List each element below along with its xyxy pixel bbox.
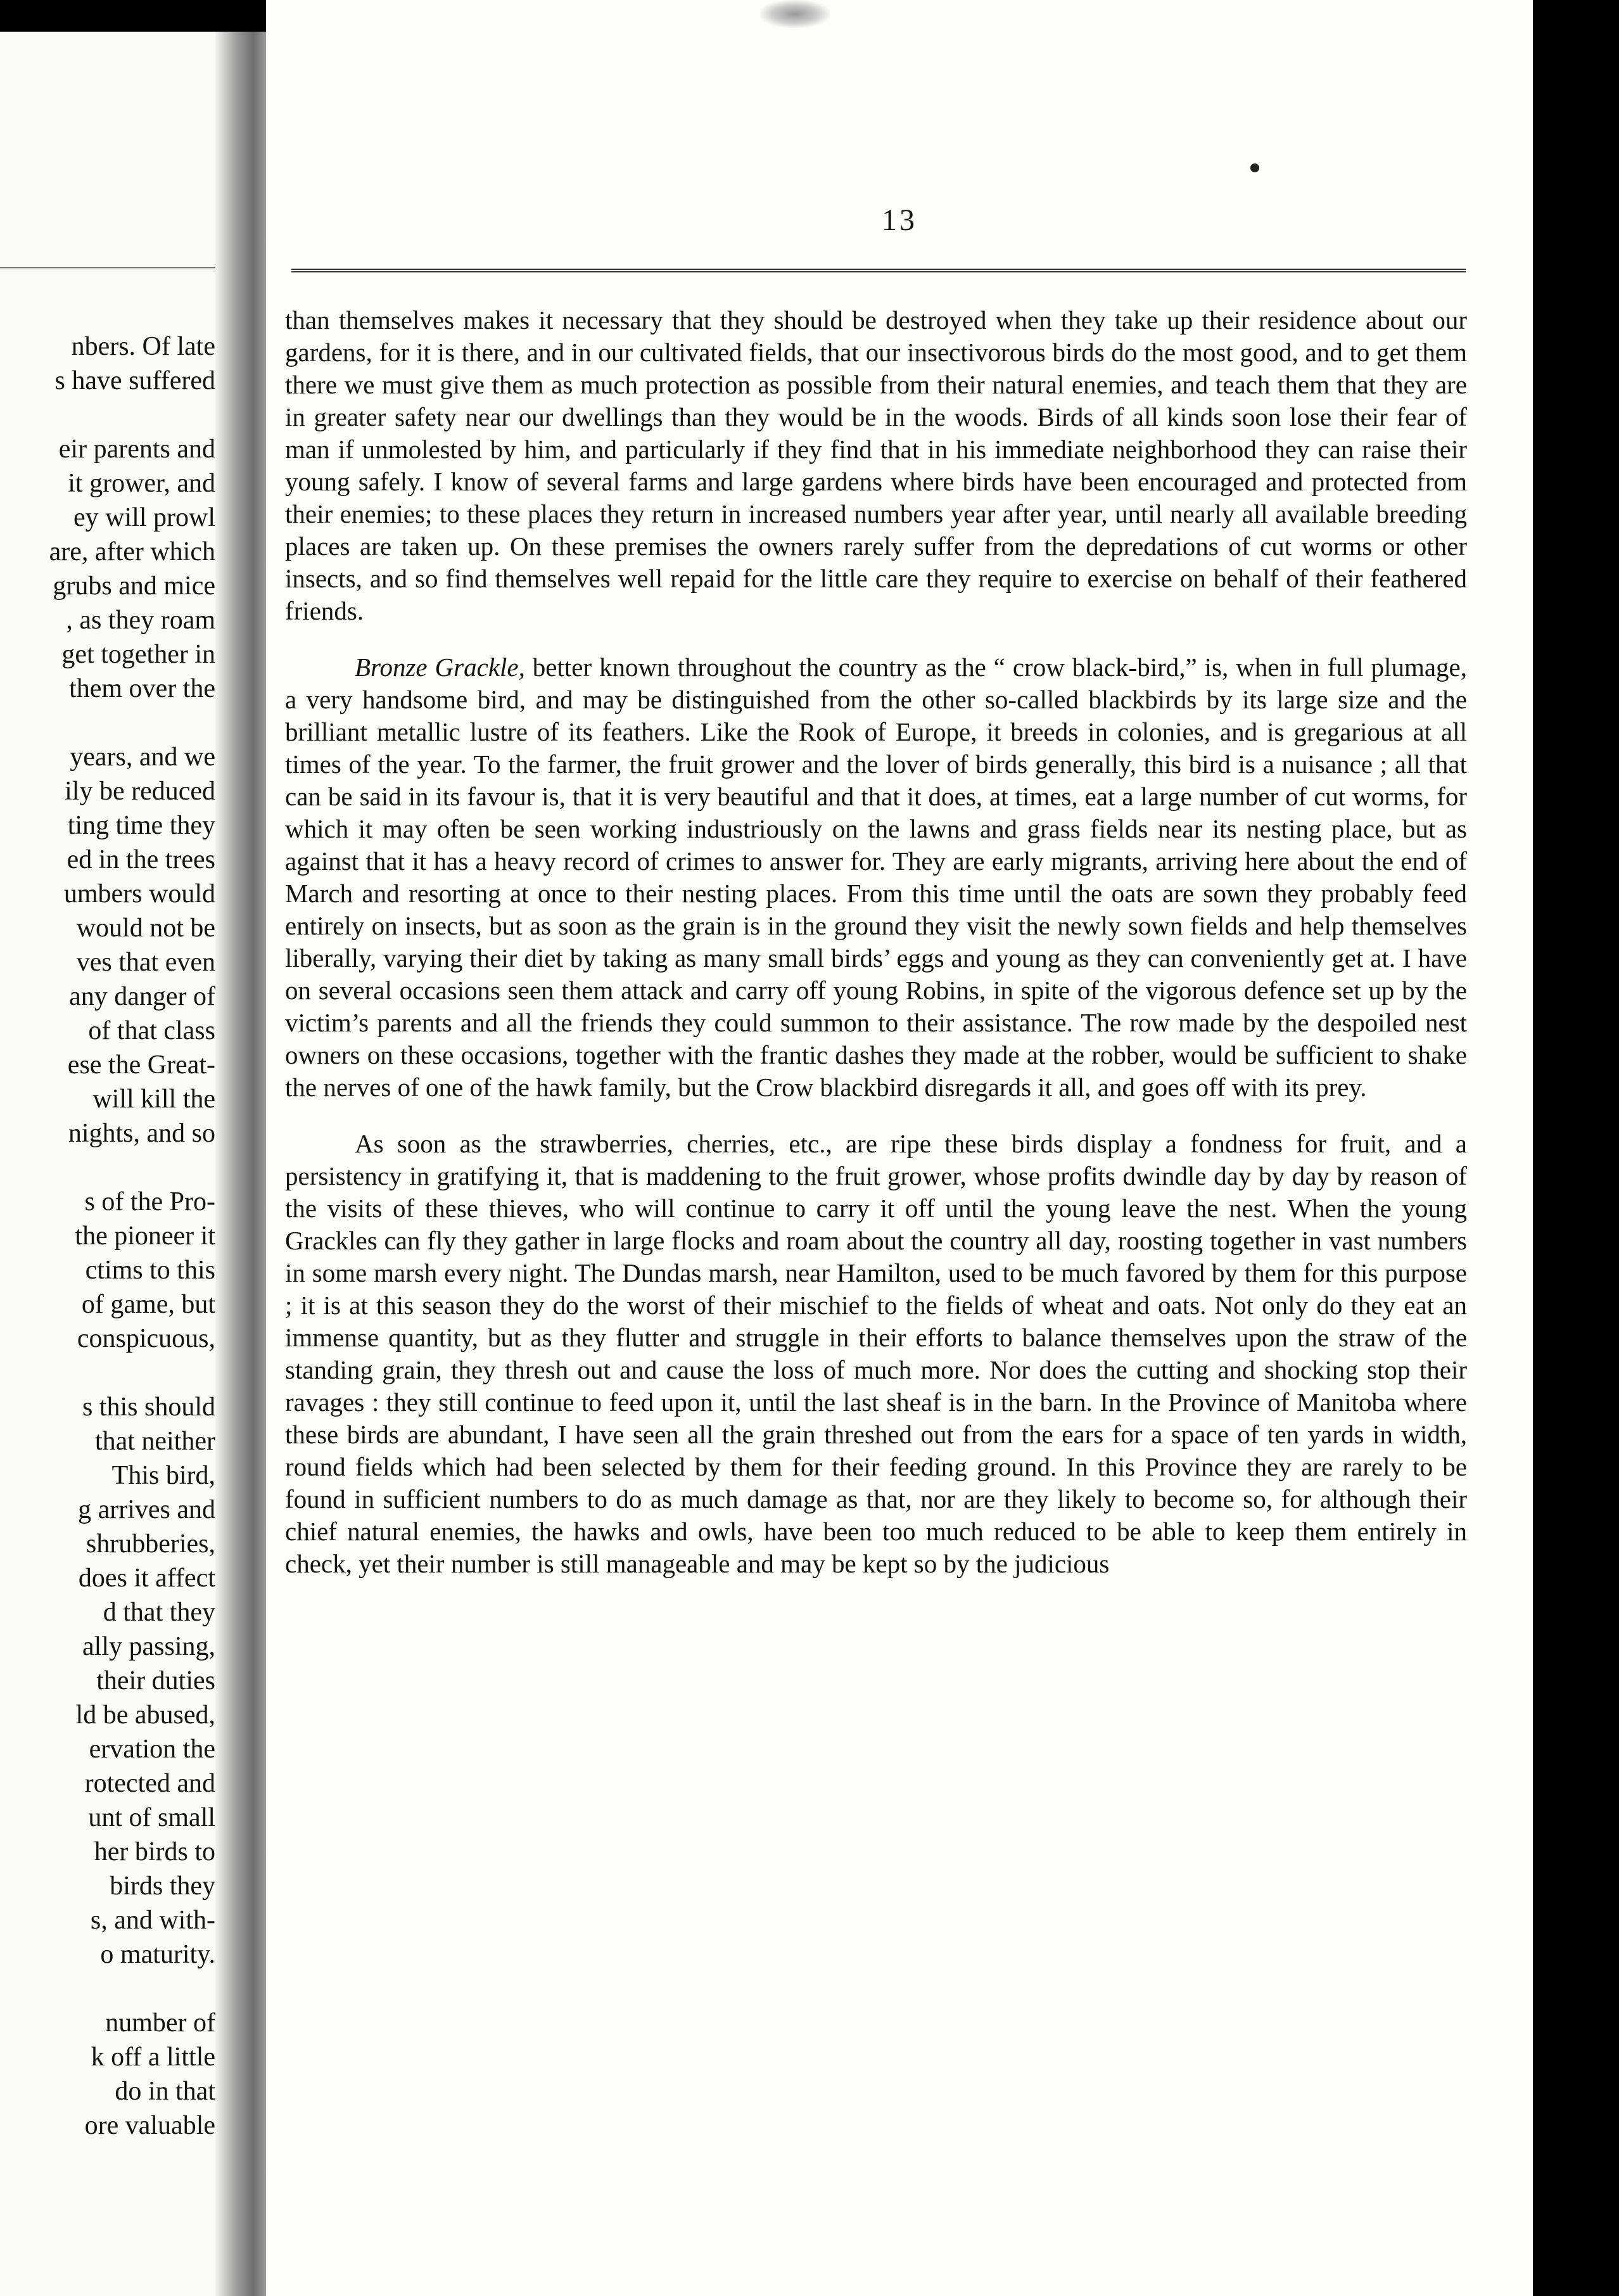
margin-ink-dot [1250,163,1259,172]
paragraph-1 [285,304,1467,627]
previous-page-line: her birds to [94,1837,215,1866]
previous-page-line: umbers would [63,879,215,909]
previous-page-line: s this should [82,1393,215,1422]
previous-page-line: it grower, and [68,469,215,498]
previous-page-line: eir parents and [58,435,215,464]
previous-page-line: rotected and [84,1769,215,1798]
previous-page-line: d that they [103,1598,215,1627]
previous-page-line: ore valuable [84,2111,215,2140]
previous-page-line: of game, but [81,1290,215,1319]
previous-page-line: nights, and so [68,1119,215,1148]
previous-page-line: s have suffered [54,366,215,395]
previous-page-line: number of [105,2008,215,2038]
previous-page-line: get together in [61,640,215,669]
previous-page-line: nbers. Of late [71,332,215,361]
paragraph-3-text: As soon as the strawberries, cherries, etc., are ripe these birds display a fondness for fruit, and a persistency in gratifying it, that is maddening to the fruit grower, whose profits dwindle day by day by reason of the visits of these thieves, who will continue to carry it off until the young leave the nest. When the young Grackles can fly they gather in large flocks and roam about the country all day, roosting together in vast numbers in some marsh every night. The Dundas marsh, near Hamilton, used to be much favored by them for this purpose ; it is at this season they do the worst of their mischief to the fields of wheat and oats. Not only do they eat an immense quantity, but as they flutter and struggle in their efforts to balance themselves upon the straw of the standing grain, they thresh out and cause the loss of much more. Nor does the cutting and shocking stop their ravages : they still continue to feed upon it, until the last sheaf is in the barn. In the Province of Manitoba where these birds are abundant, I have seen all the grain threshed out from the ears for a space of ten yards in width, round fields which had been selected by them for their feeding ground. In this Province they are rarely to be found in sufficient numbers to do as much damage as that, nor are they likely to become so, for although their chief natural enemies, the hawks and owls, have been too much reduced to be able to keep them entirely in check, yet their number is still manageable and may be kept so by the judicious [285,1129,1467,1578]
previous-page-line: This bird, [111,1461,215,1490]
previous-page-line: conspicuous, [77,1324,215,1353]
previous-page-line: their duties [96,1666,215,1695]
previous-page-line: ally passing, [82,1632,215,1661]
previous-page-line: are, after which [49,537,215,566]
previous-page-line: the pioneer it [75,1221,215,1251]
previous-page-line: s of the Pro- [84,1187,215,1216]
previous-page-line: ily be reduced [65,777,215,806]
previous-page-line: ese the Great- [67,1050,215,1080]
previous-page-line: k off a little [91,2043,215,2072]
previous-page-line: that neither [94,1427,215,1456]
previous-page-line: , as they roam [66,606,215,635]
previous-page-line: will kill the [92,1085,215,1114]
previous-page-line: would not be [76,914,215,943]
previous-page-line: s, and with- [90,1906,215,1935]
previous-page-line: ld be abused, [75,1700,215,1730]
header-rule [291,269,1466,272]
previous-page-line: years, and we [70,743,215,772]
previous-page-line: unt of small [88,1803,215,1832]
previous-page-line: does it affect [78,1564,215,1593]
paragraph-1-text: than themselves makes it necessary that they should be destroyed when they take up their residence about our gardens, for it is there, and in our cultivated fields, that our insectivorous birds do the most good, and to get them there we must give them as much protection as possible from their natural enemies, and teach them that they are in greater safety near our dwellings than they would be in the woods. Birds of all kinds soon lose their fear of man if unmolested by him, and particularly if they find that in his immediate neighborhood they can raise their young safely. I know of several farms and large gardens where birds have been encouraged and protected from their enemies; to these places they return in increased numbers year after year, until nearly all available breeding places are taken up. On these premises the owners rarely suffer from the depredations of cut worms or other insects, and so find themselves well repaid for the little care they require to exercise on behalf of their feathered friends. [285,305,1467,625]
paragraph-2-text: better known throughout the country as the “ crow black-bird,” is, when in full plumage, a very handsome bird, and may be distinguished from the other so-called blackbirds by its large size and the brilliant metallic lustre of its feathers. Like the Rook of Europe, it breeds in colonies, and is gregarious at all times of the year. To the farmer, the fruit grower and the lover of birds generally, this bird is a nuisance ; all that can be said in its favour is, that it is very beautiful and that it does, at times, eat a large number of cut worms, for which it may often be seen working industriously on the lawns and grass fields near its nesting place, but as against that it has a heavy record of crimes to answer for. They are early migrants, arriving here about the end of March and resorting at once to their nesting places. From this time until the oats are sown they probably feed entirely on insects, but as soon as the grain is in the ground they visit the newly sown fields and help themselves liberally, varying their diet by taking as many small birds’ eggs and young as they can conveniently get at. I have on several occasions seen them attack and carry off young Robins, in spite of the vigorous defence set up by the victim’s parents and all the friends they could summon to their assistance. The row made by the despoiled nest owners on these occasions, together with the frantic dashes they made at the robber, would be sufficient to shake the nerves of one of the hawk family, but the Crow blackbird disregards it all, and goes off with its prey. [285,653,1467,1102]
previous-page-line: ed in the trees [67,845,215,874]
previous-page-line: ervation the [89,1735,215,1764]
binding-smudge [760,0,830,28]
previous-page-line: shrubberies, [86,1529,215,1559]
previous-page-line: ctims to this [85,1256,215,1285]
paragraph-3 [285,1128,1467,1580]
previous-page-line: of that class [88,1016,215,1045]
previous-page-line: birds they [110,1872,215,1901]
body-text [285,304,1467,1604]
previous-page-rule [0,267,219,269]
previous-page-line: g arrives and [78,1495,215,1524]
page-number: 13 [882,203,917,237]
previous-page-line: do in that [115,2077,215,2106]
previous-page-line: ves that even [76,948,215,977]
previous-page-line: them over the [69,674,215,703]
bird-name-bronze-grackle: Bronze Grackle, [355,653,525,682]
paragraph-2 [285,651,1467,1104]
previous-page-line: ey will prowl [73,503,215,532]
previous-page-line: o maturity. [100,1940,215,1969]
page-13 [266,0,1533,2296]
previous-page-line: grubs and mice [53,571,215,601]
previous-page-line: any danger of [69,982,215,1011]
previous-page-line: ting time they [67,811,215,840]
